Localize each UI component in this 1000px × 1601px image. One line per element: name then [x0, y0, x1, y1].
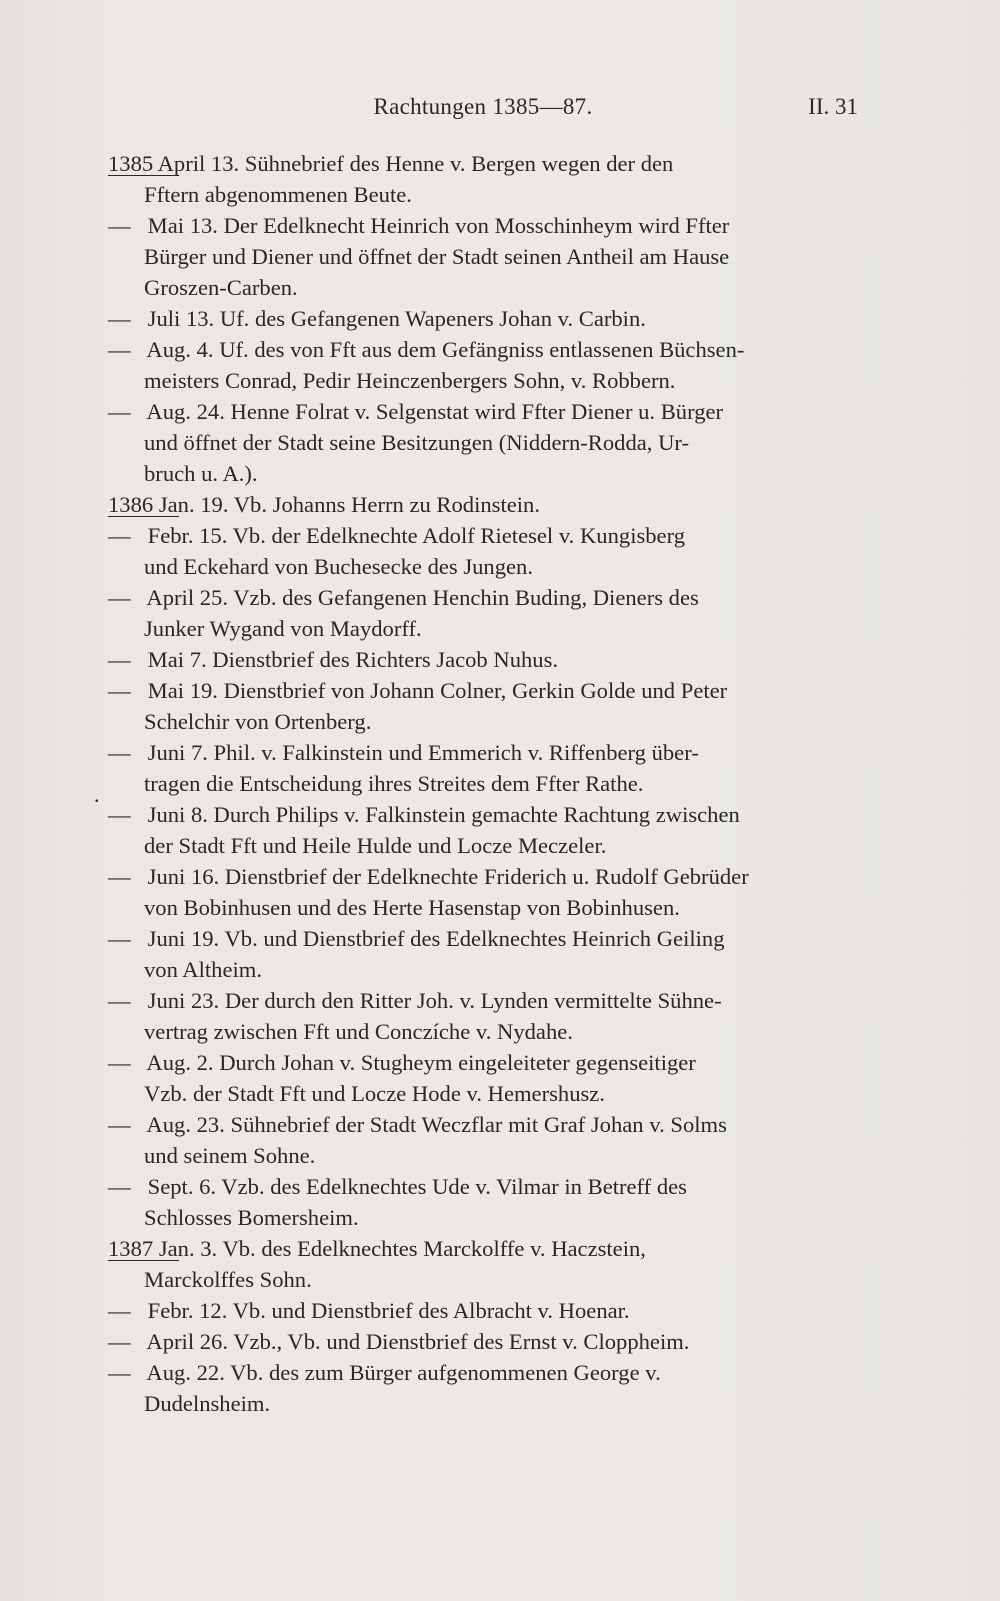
register-entry [108, 582, 860, 644]
register-entry [108, 1295, 860, 1326]
entry-text: Aug. 22. Vb. des zum Bürger aufgenommenen George v. [146, 1360, 661, 1385]
entry-first-line [108, 1295, 860, 1326]
ditto-dash: — [108, 647, 131, 672]
ditto-dash: — [108, 213, 131, 238]
ditto-dash: — [108, 1329, 131, 1354]
entry-text: Juni 19. Vb. und Dienstbrief des Edelknechtes Heinrich Geiling [147, 926, 725, 951]
register-entry [108, 334, 860, 396]
register-entry [108, 1109, 860, 1171]
entry-text: Juni 23. Der durch den Ritter Joh. v. Lynden vermittelte Sühne- [147, 988, 722, 1013]
entry-first-line [108, 1233, 860, 1264]
register-entry [108, 644, 860, 675]
entry-first-line [108, 489, 860, 520]
register-entry [108, 1357, 860, 1419]
page-number: II. 31 [808, 94, 858, 119]
ditto-dash: — [108, 740, 131, 765]
register-entry [108, 1326, 860, 1357]
entry-continuation-line: Groszen-Carben. [144, 275, 298, 300]
entry-first-line [108, 1047, 860, 1078]
entry-first-line [108, 923, 860, 954]
entry-first-line [108, 675, 860, 706]
register-entries [108, 148, 860, 1419]
entry-continuation-line: vertrag zwischen Fft und Conczíche v. Nydahe. [144, 1019, 573, 1044]
entry-continuation-line: und öffnet der Stadt seine Besitzungen (Niddern-Rodda, Ur- [144, 430, 690, 455]
register-entry [108, 489, 860, 520]
entry-continuation-line: Bürger und Diener und öffnet der Stadt seinen Antheil am Hause [144, 244, 730, 269]
entry-text: Juni 7. Phil. v. Falkinstein und Emmerich v. Riffenberg über- [147, 740, 699, 765]
entry-text: Aug. 4. Uf. des von Fft aus dem Gefängniss entlassenen Büchsen- [146, 337, 745, 362]
entry-first-line [108, 799, 860, 830]
entry-first-line [108, 1171, 860, 1202]
entry-first-line [108, 1109, 860, 1140]
entry-text: April 25. Vzb. des Gefangenen Henchin Buding, Dieners des [146, 585, 699, 610]
register-entry [108, 737, 860, 799]
entry-continuation-line: Vzb. der Stadt Fft und Locze Hode v. Hemershusz. [144, 1081, 605, 1106]
entry-text: Aug. 23. Sühnebrief der Stadt Weczflar mit Graf Johan v. Solms [146, 1112, 727, 1137]
entry-continuation-line: Fftern abgenommenen Beute. [144, 182, 412, 207]
entry-year: 1386 [108, 489, 153, 520]
entry-continuation-line: von Altheim. [144, 957, 262, 982]
entry-first-line [108, 334, 860, 365]
register-entry [108, 520, 860, 582]
register-entry [108, 1233, 860, 1295]
entry-continuation-line: Junker Wygand von Maydorff. [144, 616, 422, 641]
ditto-dash: — [108, 1112, 131, 1137]
ditto-dash: — [108, 1174, 131, 1199]
register-entry [108, 210, 860, 303]
running-header [108, 94, 858, 130]
register-entry [108, 675, 860, 737]
entry-first-line [108, 148, 860, 179]
entry-text: Febr. 12. Vb. und Dienstbrief des Albracht v. Hoenar. [147, 1298, 630, 1323]
entry-text: Mai 19. Dienstbrief von Johann Colner, Gerkin Golde und Peter [147, 678, 728, 703]
register-entry [108, 303, 860, 334]
entry-text: Juni 8. Durch Philips v. Falkinstein gemachte Rachtung zwischen [147, 802, 740, 827]
ditto-dash: — [108, 802, 131, 827]
entry-continuation-line: und seinem Sohne. [144, 1143, 316, 1168]
entry-continuation-line: von Bobinhusen und des Herte Hasenstap von Bobinhusen. [144, 895, 680, 920]
register-entry [108, 923, 860, 985]
entry-year: 1385 [108, 148, 153, 179]
entry-first-line [108, 1357, 860, 1388]
entry-first-line [108, 303, 860, 334]
entry-continuation-line: Marckolffes Sohn. [144, 1267, 312, 1292]
entry-text: Juni 16. Dienstbrief der Edelknechte Friderich u. Rudolf Gebrüder [147, 864, 749, 889]
entry-continuation-line: bruch u. A.). [144, 461, 258, 486]
header-title: Rachtungen 1385—87. [373, 94, 593, 119]
entry-text: Aug. 2. Durch Johan v. Stugheym eingeleiteter gegenseitiger [146, 1050, 696, 1075]
entry-text: Febr. 15. Vb. der Edelknechte Adolf Rietesel v. Kungisberg [147, 523, 685, 548]
entry-text: Juli 13. Uf. des Gefangenen Wapeners Johan v. Carbin. [147, 306, 646, 331]
ditto-dash: — [108, 864, 131, 889]
entry-continuation-line: Schlosses Bomersheim. [144, 1205, 359, 1230]
register-entry [108, 148, 860, 210]
register-entry [108, 1047, 860, 1109]
entry-first-line [108, 520, 860, 551]
entry-continuation-line: tragen die Entscheidung ihres Streites dem Ffter Rathe. [144, 771, 644, 796]
entry-first-line [108, 210, 860, 241]
register-entry [108, 1171, 860, 1233]
ditto-dash: — [108, 988, 131, 1013]
entry-first-line [108, 737, 860, 768]
entry-text: Jan. 3. Vb. des Edelknechtes Marckolffe v. Haczstein, [158, 1236, 646, 1261]
entry-first-line [108, 1326, 860, 1357]
register-entry [108, 985, 860, 1047]
entry-continuation-line: meisters Conrad, Pedir Heinczenbergers Sohn, v. Robbern. [144, 368, 676, 393]
entry-continuation-line: Schelchir von Ortenberg. [144, 709, 372, 734]
ditto-dash: — [108, 1050, 131, 1075]
entry-first-line [108, 985, 860, 1016]
entry-text: Sept. 6. Vzb. des Edelknechtes Ude v. Vilmar in Betreff des [147, 1174, 687, 1199]
ditto-dash: — [108, 926, 131, 951]
entry-text: April 26. Vzb., Vb. und Dienstbrief des Ernst v. Cloppheim. [146, 1329, 690, 1354]
register-entry [108, 396, 860, 489]
ditto-dash: — [108, 306, 131, 331]
entry-first-line [108, 644, 860, 675]
entry-year: 1387 [108, 1233, 153, 1264]
ditto-dash: — [108, 1298, 131, 1323]
entry-continuation-line: Dudelnsheim. [144, 1391, 271, 1416]
ditto-dash: — [108, 585, 131, 610]
ditto-dash: — [108, 337, 131, 362]
entry-first-line [108, 861, 860, 892]
ditto-dash: — [108, 678, 131, 703]
entry-first-line [108, 582, 860, 613]
entry-continuation-line: der Stadt Fft und Heile Hulde und Locze Meczeler. [144, 833, 607, 858]
entry-text: Mai 7. Dienstbrief des Richters Jacob Nuhus. [147, 647, 559, 672]
register-entry [108, 861, 860, 923]
stray-mark: . [94, 782, 100, 807]
register-entry [108, 799, 860, 861]
entry-continuation-line: und Eckehard von Buchesecke des Jungen. [144, 554, 533, 579]
ditto-dash: — [108, 1360, 131, 1385]
entry-text: Mai 13. Der Edelknecht Heinrich von Mosschinheym wird Ffter [147, 213, 730, 238]
entry-text: April 13. Sühnebrief des Henne v. Bergen wegen der den [157, 151, 674, 176]
ditto-dash: — [108, 399, 131, 424]
entry-text: Aug. 24. Henne Folrat v. Selgenstat wird Ffter Diener u. Bürger [146, 399, 724, 424]
entry-first-line [108, 396, 860, 427]
ditto-dash: — [108, 523, 131, 548]
entry-text: Jan. 19. Vb. Johanns Herrn zu Rodinstein. [158, 492, 540, 517]
